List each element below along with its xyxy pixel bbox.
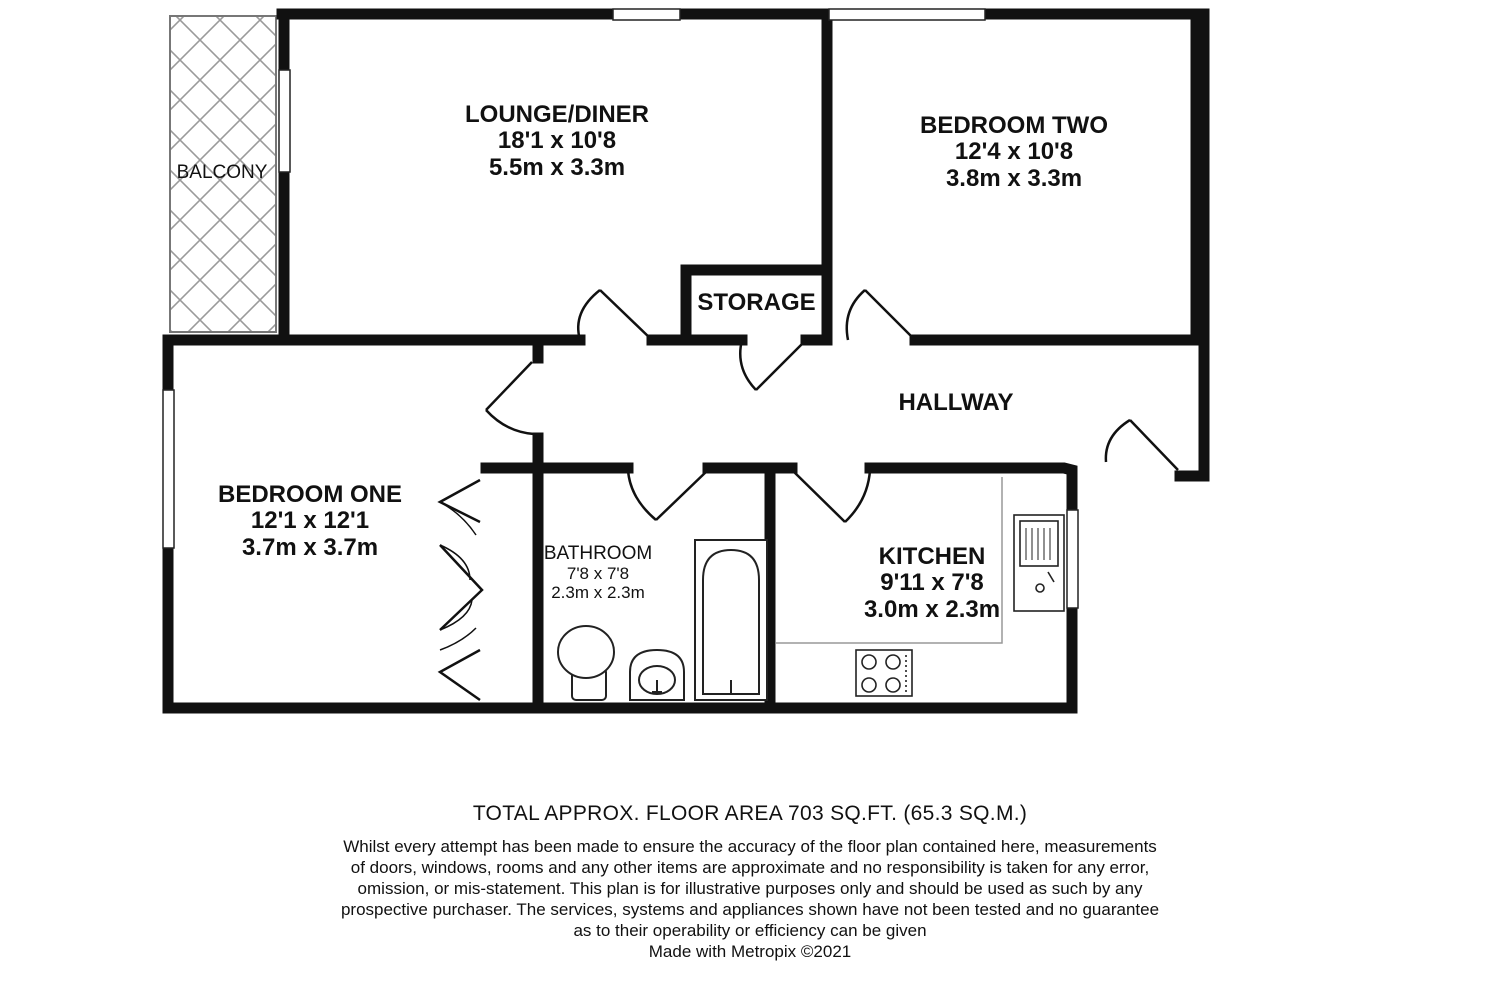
label-bathroom — [532, 544, 664, 602]
basin-icon — [630, 650, 684, 700]
room-size-metric: 3.8m x 3.3m — [945, 164, 1083, 192]
label-lounge-diner — [437, 102, 677, 181]
room-name: BEDROOM ONE — [217, 481, 402, 508]
toilet-icon — [558, 626, 614, 700]
label-bedroom-two — [894, 113, 1134, 192]
room-size-imperial: 12'4 x 10'8 — [954, 138, 1074, 166]
disclaimer — [0, 836, 1500, 962]
label-bedroom-one — [190, 482, 430, 561]
label-storage: STORAGE — [697, 289, 816, 316]
disclaimer-line: as to their operability or efficiency can be given — [573, 921, 927, 940]
disclaimer-line: omission, or mis-statement. This plan is for illustrative purposes only and should be used as such by any — [357, 879, 1143, 898]
room-size-metric: 3.7m x 3.7m — [241, 533, 379, 561]
total-floor-area: TOTAL APPROX. FLOOR AREA 703 SQ.FT. (65.3 SQ.M.) — [472, 802, 1028, 825]
room-name: KITCHEN — [878, 543, 986, 570]
label-hallway: HALLWAY — [898, 389, 1014, 416]
bathtub-icon — [695, 540, 767, 700]
hob-icon — [856, 650, 912, 696]
room-size-imperial: 9'11 x 7'8 — [880, 569, 984, 597]
label-kitchen — [842, 544, 1022, 623]
room-size-imperial: 7'8 x 7'8 — [566, 563, 630, 583]
room-name: LOUNGE/DINER — [464, 101, 649, 128]
room-name: BEDROOM TWO — [920, 112, 1108, 139]
disclaimer-line: Whilst every attempt has been made to ensure the accuracy of the floor plan contained here, measurements — [343, 837, 1157, 856]
room-size-imperial: 12'1 x 12'1 — [250, 507, 370, 535]
disclaimer-line: of doors, windows, rooms and any other items are approximate and no responsibility is taken for any error, — [350, 858, 1150, 877]
room-size-metric: 5.5m x 3.3m — [488, 153, 626, 181]
room-name: BATHROOM — [543, 543, 653, 564]
room-size-metric: 2.3m x 2.3m — [551, 582, 645, 602]
room-size-metric: 3.0m x 2.3m — [863, 595, 1001, 623]
room-size-imperial: 18'1 x 10'8 — [497, 127, 617, 155]
disclaimer-line: prospective purchaser. The services, systems and appliances shown have not been tested and no guarantee — [340, 900, 1160, 919]
credit: Made with Metropix ©2021 — [648, 942, 852, 961]
label-balcony: BALCONY — [176, 162, 268, 183]
